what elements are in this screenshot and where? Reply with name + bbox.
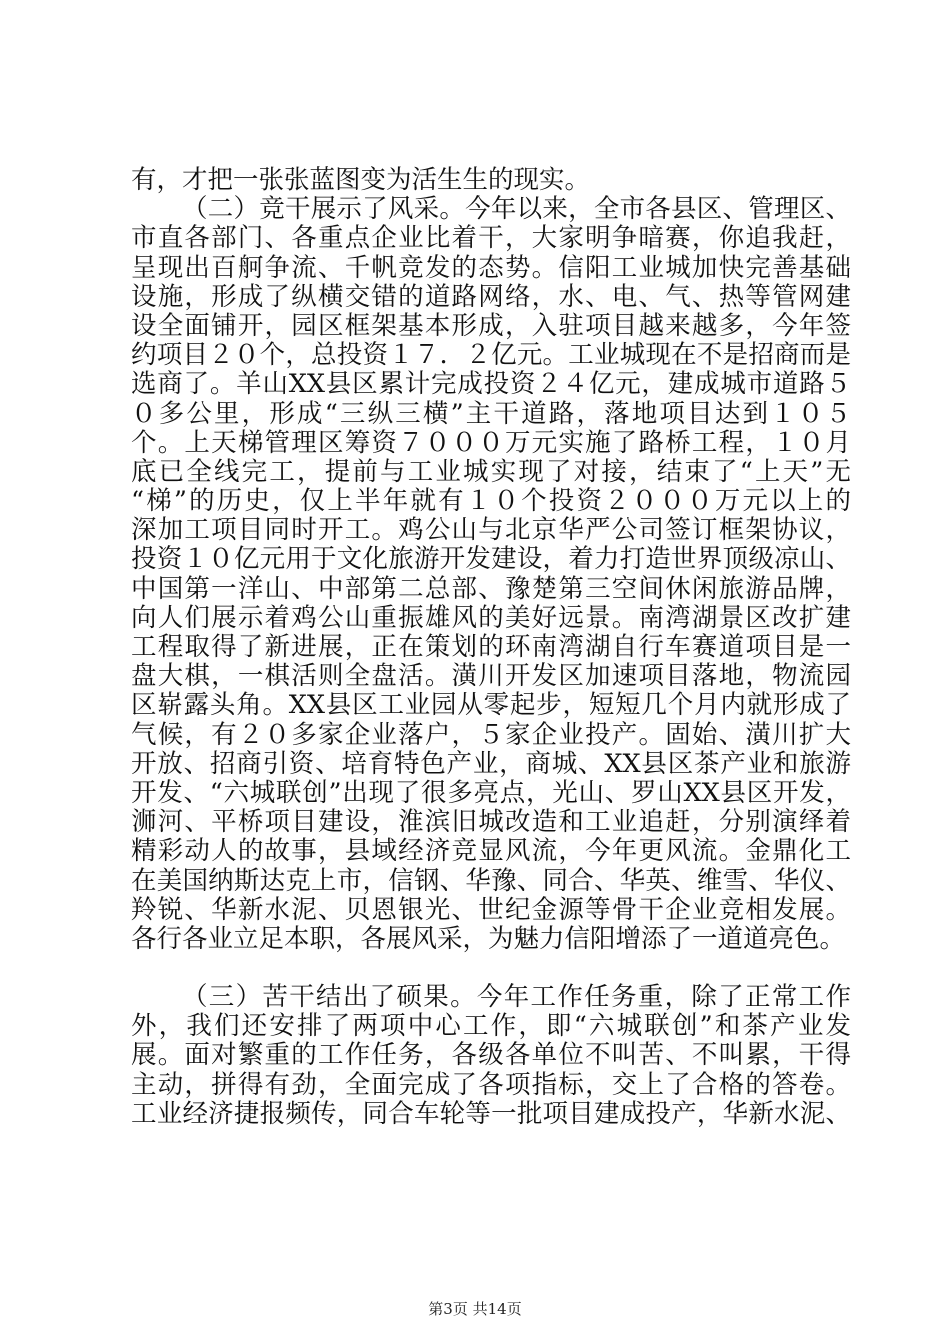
text-line: 羚锐、华新水泥、贝恩银光、世纪金源等骨干企业竞相发展。 [131,894,851,925]
text-line: 工程取得了新进展，正在策划的环南湾湖自行车赛道项目是一 [131,632,851,662]
text-line: 工业经济捷报频传，同合车轮等一批项目建成投产，华新水泥、 [131,1098,851,1129]
text-line: 区崭露头角。XX县区工业园从零起步，短短几个月内就形成了 [131,690,851,721]
text-line: 开放、招商引资、培育特色产业，商城、XX县区茶产业和旅游 [131,748,851,779]
paragraph-spacer [131,954,851,983]
text-line: 深加工项目同时开工。鸡公山与北京华严公司签订框架协议， [131,515,851,546]
text-line: 市直各部门、各重点企业比着干，大家明争暗赛，你追我赶， [131,223,851,254]
page-number-label: 第3页 共14页 [428,1300,522,1318]
paragraph-section-two [131,195,851,954]
text-line: ０多公里，形成“三纵三横”主干道路，落地项目达到１０５ [131,398,851,429]
text-line: 设施，形成了纵横交错的道路网络，水、电、气、热等管网建 [131,281,851,312]
text-line: 盘大棋，一棋活则全盘活。潢川开发区加速项目落地，物流园 [131,661,851,692]
text-line: 开发、“六城联创”出现了很多亮点，光山、罗山XX县区开发， [131,777,851,808]
text-line: 向人们展示着鸡公山重振雄风的美好远景。南湾湖景区改扩建 [131,602,851,633]
text-line: 有，才把一张张蓝图变为活生生的现实。 [131,165,591,195]
text-line: 中国第一洋山、中部第二总部、豫楚第三空间休闲旅游品牌， [131,573,851,604]
text-line: 个。上天梯管理区筹资７０００万元实施了路桥工程，１０月 [131,427,851,458]
text-line: 精彩动人的故事，县域经济竞显风流，今年更风流。金鼎化工 [131,836,851,867]
text-line: （三）苦干结出了硕果。今年工作任务重，除了正常工作 [182,982,851,1013]
paragraph-continuation [131,166,851,195]
text-line: 设全面铺开，园区框架基本形成，入驻项目越来越多，今年签 [131,310,851,341]
text-line: 外，我们还安排了两项中心工作，即“六城联创”和茶产业发 [131,1011,851,1042]
text-line: 主动，拼得有劲，全面完成了各项指标，交上了合格的答卷。 [131,1069,851,1100]
text-line: 投资１０亿元用于文化旅游开发建设，着力打造世界顶级凉山、 [131,544,851,575]
text-line: 浉河、平桥项目建设，淮滨旧城改造和工业追赶，分别演绎着 [131,807,851,838]
text-line: 展。面对繁重的工作任务，各级各单位不叫苦、不叫累，干得 [131,1040,851,1071]
text-line: 选商了。羊山XX县区累计完成投资２４亿元，建成城市道路５ [131,369,851,400]
text-line: 呈现出百舸争流、千帆竞发的态势。信阳工业城加快完善基础 [131,252,851,283]
text-line: 气候，有２０多家企业落户，５家企业投产。固始、潢川扩大 [131,719,851,750]
text-line: 各行各业立足本职，各展风采，为魅力信阳增添了一道道亮色。 [131,923,846,954]
text-line: （二）竞干展示了风采。今年以来，全市各县区、管理区、 [182,194,851,225]
page-footer [0,1300,950,1318]
text-line: 在美国纳斯达克上市，信钢、华豫、同合、华英、维雪、华仪、 [131,865,851,896]
text-line: “梯”的历史，仅上半年就有１０个投资２０００万元以上的 [131,486,851,517]
document-body [131,166,851,1129]
text-line: 约项目２０个，总投资１７．２亿元。工业城现在不是招商而是 [131,340,851,371]
text-line: 底已全线完工，提前与工业城实现了对接，结束了“上天”无 [131,456,851,487]
paragraph-section-three [131,983,851,1129]
